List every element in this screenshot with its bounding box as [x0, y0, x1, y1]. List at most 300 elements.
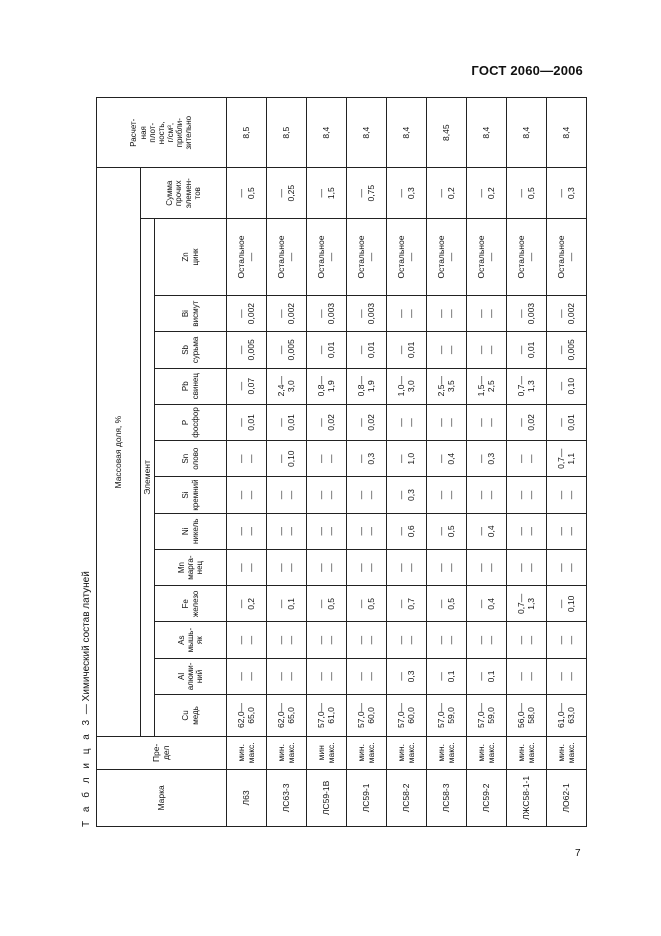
value-cell: [227, 622, 267, 658]
limit-header: Пре- дел: [97, 736, 227, 769]
value-cell: [347, 404, 387, 440]
element-name: мышь- як: [185, 627, 205, 653]
element-symbol: Pb: [181, 381, 191, 392]
table-row: [227, 98, 267, 827]
value-max: 0,4: [485, 525, 496, 538]
value-max: —: [245, 252, 256, 262]
value-min: —: [515, 309, 526, 318]
value-min: Остальное: [235, 235, 246, 279]
table-row: [347, 98, 387, 827]
limit-min: мин.: [555, 744, 566, 762]
value-min: —: [515, 672, 526, 681]
element-name: свинец: [190, 373, 200, 400]
value-min: —: [555, 599, 566, 609]
limit-min: мин.: [435, 744, 446, 762]
value-min: —: [235, 418, 246, 427]
value-min: —: [315, 345, 326, 355]
value-cell: [467, 404, 507, 440]
brand-header: Марка: [97, 769, 227, 826]
value-max: —: [445, 490, 456, 500]
value-max: 1,9: [365, 380, 376, 393]
value-min: 62,0—: [275, 702, 286, 728]
value-cell: [387, 513, 427, 549]
value-cell: [507, 332, 547, 368]
value-min: —: [435, 635, 446, 645]
element-symbol: Sb: [181, 345, 191, 355]
value-max: 0,01: [245, 414, 256, 431]
value-cell: [547, 441, 587, 477]
density-cell: 8,4: [547, 98, 587, 168]
element-col-header: [155, 658, 227, 694]
value-max: —: [525, 563, 536, 572]
value-cell: [427, 295, 467, 331]
value-cell: [547, 622, 587, 658]
value-cell: [267, 549, 307, 585]
element-col-header: [155, 622, 227, 658]
value-max: —: [365, 563, 376, 572]
value-cell: [507, 219, 547, 296]
value-max: —: [245, 672, 256, 681]
value-cell: [467, 513, 507, 549]
element-symbol: As: [176, 635, 186, 645]
value-max: 3,0: [285, 380, 296, 393]
value-max: —: [285, 490, 296, 500]
value-max: 0,3: [365, 452, 376, 465]
value-cell: [547, 219, 587, 296]
value-max: 0,3: [405, 489, 416, 501]
value-min: —: [235, 527, 246, 536]
density-cell: 8,45: [427, 98, 467, 168]
value-min: —: [315, 454, 326, 463]
table-title-prefix: Т а б л и ц а 3: [81, 716, 92, 827]
value-min: Остальное: [395, 235, 406, 279]
value-cell: [507, 168, 547, 219]
value-cell: [387, 695, 427, 737]
value-cell: [227, 441, 267, 477]
table-row: [427, 98, 467, 827]
value-cell: [347, 513, 387, 549]
value-max: —: [325, 454, 336, 463]
element-name: кремний: [190, 479, 200, 511]
value-cell: [507, 658, 547, 694]
value-max: 0,3: [405, 670, 416, 683]
value-min: —: [435, 454, 446, 463]
value-max: 0,5: [445, 597, 456, 610]
value-max: 0,002: [285, 302, 296, 325]
value-min: —: [315, 672, 326, 681]
value-max: —: [245, 563, 256, 572]
value-cell: [427, 549, 467, 585]
value-cell: [387, 168, 427, 219]
value-cell: [307, 586, 347, 622]
value-cell: [507, 695, 547, 737]
density-cell: 8,5: [267, 98, 307, 168]
limit-max: макс.: [565, 742, 576, 764]
limit-max: макс.: [325, 742, 336, 764]
value-max: 0,5: [365, 597, 376, 610]
limit-cell: [507, 736, 547, 769]
value-max: —: [525, 252, 536, 262]
element-symbol: Zn: [181, 252, 191, 262]
value-min: —: [475, 635, 486, 645]
value-max: —: [285, 635, 296, 645]
value-max: 0,75: [365, 184, 376, 202]
value-min: 57,0—: [435, 702, 446, 728]
value-max: 0,25: [285, 184, 296, 202]
value-max: 0,002: [565, 302, 576, 325]
value-min: —: [515, 563, 526, 572]
value-max: —: [365, 672, 376, 681]
value-min: —: [555, 418, 566, 427]
value-min: —: [275, 418, 286, 427]
value-cell: [267, 295, 307, 331]
value-cell: [267, 332, 307, 368]
value-min: 2,5—: [435, 376, 446, 397]
value-max: —: [325, 527, 336, 536]
value-min: —: [275, 527, 286, 536]
value-cell: [427, 441, 467, 477]
value-cell: [267, 622, 307, 658]
value-min: Остальное: [355, 235, 366, 279]
value-min: —: [275, 188, 286, 198]
value-max: —: [485, 252, 496, 262]
value-min: —: [515, 188, 526, 198]
table-row: [267, 98, 307, 827]
value-min: —: [235, 309, 246, 318]
value-max: 3,5: [445, 380, 456, 393]
value-cell: [467, 295, 507, 331]
value-max: 0,003: [365, 302, 376, 325]
value-min: —: [355, 418, 366, 427]
value-min: —: [475, 418, 486, 427]
value-min: —: [315, 188, 326, 198]
table-row: [387, 98, 427, 827]
value-cell: [467, 219, 507, 296]
value-min: 1,0—: [395, 376, 406, 397]
value-cell: [347, 219, 387, 296]
value-min: —: [275, 490, 286, 500]
value-cell: [387, 332, 427, 368]
value-max: —: [565, 252, 576, 262]
value-min: —: [395, 454, 406, 463]
value-max: —: [445, 635, 456, 645]
value-min: 61,0—: [555, 702, 566, 728]
limit-cell: [427, 736, 467, 769]
value-max: —: [525, 635, 536, 645]
value-max: 65,0: [245, 707, 256, 724]
value-max: 0,02: [525, 414, 536, 431]
limit-max: макс.: [285, 742, 296, 764]
value-min: —: [315, 563, 326, 572]
value-max: 0,10: [565, 595, 576, 613]
value-max: —: [245, 635, 256, 645]
value-max: —: [485, 418, 496, 427]
value-cell: [427, 513, 467, 549]
value-cell: [347, 295, 387, 331]
value-min: —: [355, 345, 366, 355]
value-cell: [547, 477, 587, 513]
element-col-header: [155, 368, 227, 404]
value-cell: [427, 586, 467, 622]
value-max: 0,01: [365, 341, 376, 359]
value-cell: [267, 441, 307, 477]
limit-max: макс.: [365, 742, 376, 764]
table-row: [467, 98, 507, 827]
value-cell: [507, 549, 547, 585]
limit-min: мин.: [235, 744, 246, 762]
value-min: —: [355, 635, 366, 645]
value-max: 0,1: [285, 597, 296, 610]
element-header: Элемент: [141, 219, 155, 737]
value-cell: [347, 441, 387, 477]
limit-max: макс.: [525, 742, 536, 764]
value-cell: [347, 477, 387, 513]
value-cell: [307, 332, 347, 368]
element-name: марга- нец: [185, 555, 205, 580]
value-min: —: [475, 527, 486, 536]
value-cell: [467, 368, 507, 404]
value-cell: [547, 168, 587, 219]
value-cell: [227, 295, 267, 331]
value-min: Остальное: [435, 235, 446, 279]
table-title-dash: —: [81, 701, 92, 717]
value-min: —: [355, 599, 366, 609]
limit-max: макс.: [485, 742, 496, 764]
value-min: —: [555, 563, 566, 572]
element-col-header: [155, 295, 227, 331]
value-cell: [227, 404, 267, 440]
value-cell: [387, 219, 427, 296]
table-row: [307, 98, 347, 827]
value-max: 0,01: [405, 341, 416, 359]
value-min: 62,0—: [235, 702, 246, 728]
value-min: —: [555, 345, 566, 355]
value-cell: [227, 513, 267, 549]
value-cell: [467, 549, 507, 585]
value-cell: [547, 404, 587, 440]
value-min: 0,7—: [555, 448, 566, 469]
limit-max: макс.: [445, 742, 456, 764]
value-min: —: [275, 563, 286, 572]
value-min: —: [235, 454, 246, 463]
value-cell: [307, 477, 347, 513]
value-max: 0,002: [245, 302, 256, 325]
density-cell: 8,4: [387, 98, 427, 168]
value-max: —: [405, 563, 416, 572]
value-max: 0,10: [285, 450, 296, 468]
limit-cell: [267, 736, 307, 769]
value-max: —: [485, 635, 496, 645]
value-max: 0,5: [325, 597, 336, 610]
value-max: 1,3: [525, 597, 536, 610]
value-min: 2,4—: [275, 376, 286, 397]
value-cell: [387, 622, 427, 658]
element-name: железо: [190, 590, 200, 618]
limit-min: мин: [315, 745, 326, 761]
element-symbol: Bi: [181, 310, 191, 318]
value-min: Остальное: [275, 235, 286, 279]
value-min: —: [515, 490, 526, 500]
value-cell: [547, 513, 587, 549]
element-name: олово: [190, 447, 200, 470]
element-name: цинк: [190, 248, 200, 266]
value-cell: [227, 368, 267, 404]
value-max: —: [565, 672, 576, 681]
value-min: —: [555, 381, 566, 391]
value-cell: [387, 658, 427, 694]
value-cell: [267, 658, 307, 694]
value-max: —: [525, 454, 536, 463]
value-cell: [547, 295, 587, 331]
value-min: —: [475, 490, 486, 500]
table-title-text: Химический состав латуней: [81, 571, 92, 702]
value-min: —: [555, 635, 566, 645]
value-cell: [387, 586, 427, 622]
value-max: —: [325, 490, 336, 500]
value-min: —: [435, 418, 446, 427]
value-min: —: [435, 490, 446, 500]
density-cell: 8,5: [227, 98, 267, 168]
value-max: 0,4: [445, 452, 456, 465]
value-cell: [347, 622, 387, 658]
element-symbol: P: [181, 419, 191, 426]
value-min: —: [515, 418, 526, 427]
value-max: 0,07: [245, 377, 256, 395]
value-max: 0,01: [565, 414, 576, 431]
value-max: 0,02: [325, 414, 336, 431]
limit-cell: [307, 736, 347, 769]
value-cell: [467, 168, 507, 219]
limit-cell: [227, 736, 267, 769]
value-max: 0,5: [525, 187, 536, 200]
value-min: —: [435, 345, 446, 355]
value-cell: [347, 658, 387, 694]
value-max: —: [485, 309, 496, 318]
value-cell: [227, 549, 267, 585]
value-cell: [347, 332, 387, 368]
value-max: —: [525, 672, 536, 681]
value-min: —: [555, 490, 566, 500]
value-min: —: [435, 188, 446, 198]
value-cell: [307, 513, 347, 549]
value-min: 56,0—: [515, 702, 526, 728]
value-cell: [267, 368, 307, 404]
value-min: —: [475, 345, 486, 355]
element-col-header: [155, 332, 227, 368]
value-max: 1,3: [525, 380, 536, 393]
limit-max: макс.: [245, 742, 256, 764]
value-max: 3,0: [405, 380, 416, 393]
grade-cell: Л63: [227, 769, 267, 826]
value-max: 1,0: [405, 452, 416, 465]
table-title: [78, 571, 96, 827]
value-max: —: [525, 490, 536, 500]
value-min: —: [475, 309, 486, 318]
value-cell: [307, 441, 347, 477]
value-min: —: [475, 454, 486, 463]
value-cell: [267, 168, 307, 219]
value-max: 0,1: [485, 670, 496, 683]
value-min: —: [355, 563, 366, 572]
value-min: —: [515, 635, 526, 645]
value-cell: [427, 368, 467, 404]
value-cell: [467, 332, 507, 368]
grade-cell: ЛС63-3: [267, 769, 307, 826]
value-min: —: [395, 527, 406, 536]
value-cell: [307, 368, 347, 404]
value-max: —: [445, 418, 456, 427]
table-row: [547, 98, 587, 827]
value-max: 0,02: [365, 414, 376, 431]
value-max: —: [485, 490, 496, 500]
value-cell: [547, 549, 587, 585]
value-max: 1,9: [325, 380, 336, 393]
value-min: —: [275, 635, 286, 645]
value-min: —: [555, 672, 566, 681]
value-min: —: [435, 563, 446, 572]
element-name: сурьма: [190, 336, 200, 364]
value-min: —: [315, 635, 326, 645]
value-min: —: [395, 490, 406, 500]
value-min: —: [355, 672, 366, 681]
value-cell: [507, 368, 547, 404]
limit-cell: [387, 736, 427, 769]
value-cell: [227, 477, 267, 513]
value-max: —: [365, 527, 376, 536]
grade-cell: ЛС58-2: [387, 769, 427, 826]
value-min: 1,5—: [475, 376, 486, 397]
value-max: 0,6: [405, 525, 416, 538]
value-max: —: [485, 345, 496, 355]
value-cell: [227, 219, 267, 296]
value-cell: [427, 658, 467, 694]
limit-min: мин.: [475, 744, 486, 762]
value-cell: [427, 622, 467, 658]
value-max: 63,0: [565, 707, 576, 724]
value-max: —: [445, 345, 456, 355]
value-min: 57,0—: [315, 702, 326, 728]
limit-max: макс.: [405, 742, 416, 764]
value-max: —: [405, 252, 416, 262]
value-min: —: [235, 635, 246, 645]
value-max: 0,5: [445, 525, 456, 538]
value-cell: [267, 513, 307, 549]
value-min: —: [395, 188, 406, 198]
value-cell: [347, 368, 387, 404]
value-max: 61,0: [325, 707, 336, 724]
value-cell: [307, 622, 347, 658]
value-cell: [467, 441, 507, 477]
value-min: —: [515, 345, 526, 355]
element-name: алюми- ний: [185, 662, 205, 691]
element-col-header: [155, 441, 227, 477]
value-cell: [227, 658, 267, 694]
value-min: —: [475, 563, 486, 572]
element-col-header: [155, 219, 227, 296]
value-cell: [547, 695, 587, 737]
value-max: 2,5: [485, 380, 496, 393]
value-max: 0,003: [325, 302, 336, 325]
value-max: —: [245, 527, 256, 536]
value-cell: [267, 695, 307, 737]
element-name: медь: [190, 706, 200, 725]
limit-cell: [467, 736, 507, 769]
density-cell: 8,4: [307, 98, 347, 168]
value-max: —: [565, 635, 576, 645]
value-max: 0,3: [405, 187, 416, 200]
value-max: —: [445, 252, 456, 262]
value-max: —: [525, 527, 536, 536]
